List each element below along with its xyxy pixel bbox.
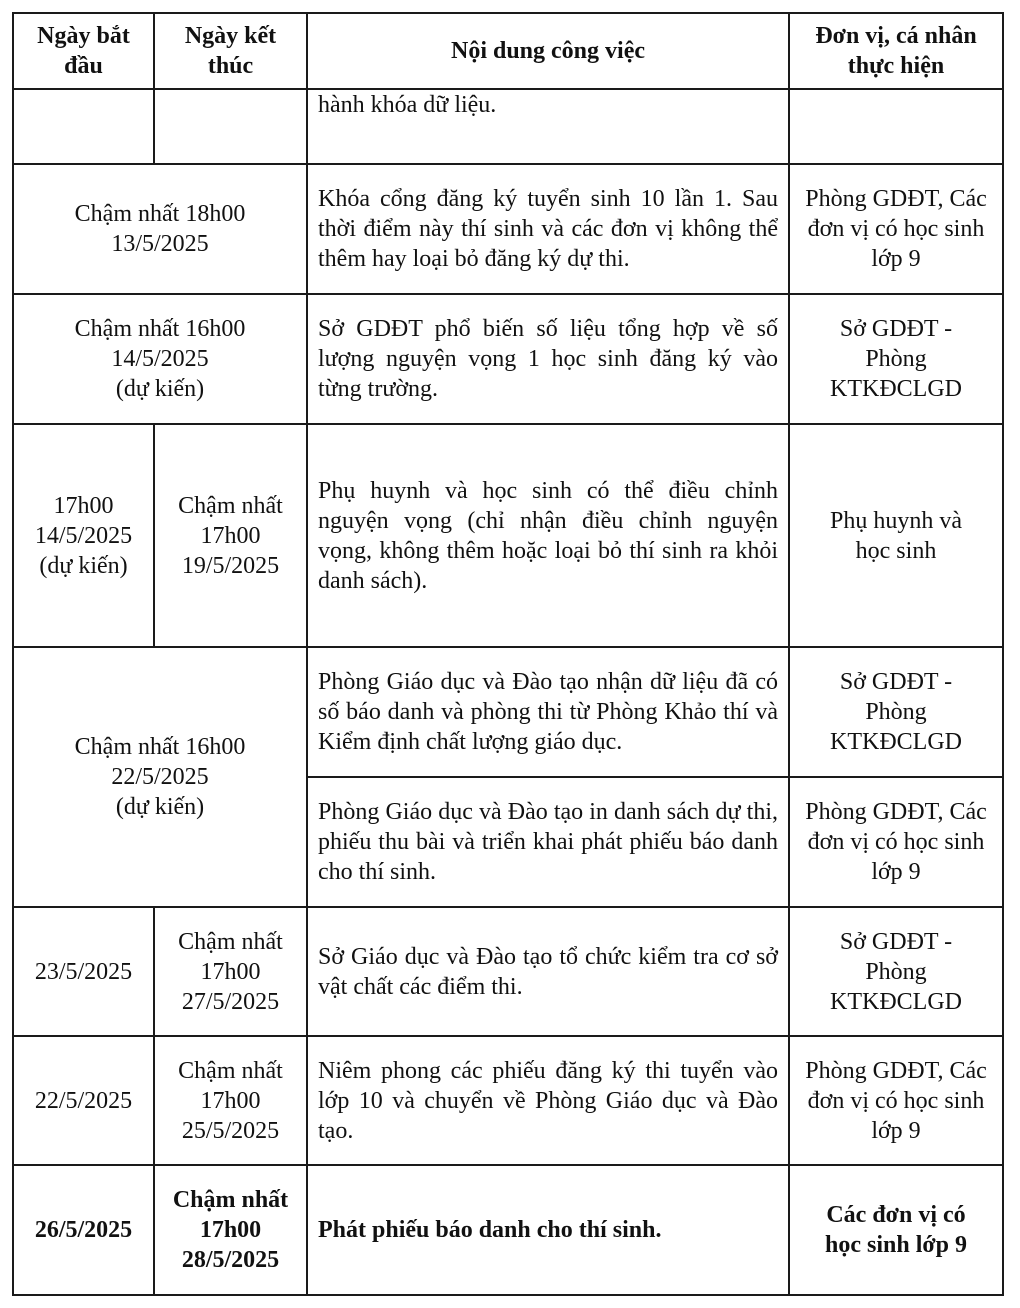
content-cell: Phòng Giáo dục và Đào tạo nhận dữ liệu đã có số báo danh và phòng thi từ Phòng Khảo thí và Kiểm định chất lượng giáo dục.: [307, 647, 789, 777]
date-line: Chậm nhất: [178, 1057, 283, 1084]
header-end-date: Ngày kết thúc: [154, 13, 307, 89]
responsible-cell: Các đơn vị có học sinh lớp 9: [789, 1165, 1003, 1295]
date-line: (dự kiến): [115, 794, 205, 820]
responsible-cell: Phòng GDĐT, Các đơn vị có học sinh lớp 9: [789, 1036, 1003, 1165]
table-row: [13, 647, 1003, 777]
table-row: [13, 1036, 1003, 1165]
date-line: Chậm nhất: [178, 492, 283, 519]
table-row: [13, 89, 1003, 164]
date-cell: [13, 164, 307, 294]
header-start-date: Ngày bắt đầu: [13, 13, 154, 89]
responsible-cell: Sở GDĐT - Phòng KTKĐCLGD: [789, 294, 1003, 424]
table-row: [13, 164, 1003, 294]
date-line: 17h00: [53, 492, 114, 519]
date-line: 27/5/2025: [181, 988, 280, 1015]
responsible-cell: Phụ huynh và học sinh: [789, 424, 1003, 647]
date-line: 13/5/2025: [111, 231, 209, 257]
date-line: Chậm nhất: [178, 928, 283, 955]
content-cell: hành khóa dữ liệu.: [307, 89, 789, 164]
content-cell: Phòng Giáo dục và Đào tạo in danh sách dự thi, phiếu thu bài và triển khai phát phiếu báo danh cho thí sinh.: [307, 777, 789, 907]
end-date-cell: [154, 907, 307, 1036]
start-date-cell: 22/5/2025: [13, 1036, 154, 1165]
content-cell: Phát phiếu báo danh cho thí sinh.: [307, 1165, 789, 1295]
start-date-cell: [13, 89, 154, 164]
date-line: (dự kiến): [39, 552, 128, 579]
date-line: 17h00: [200, 1087, 261, 1114]
responsible-cell: Phòng GDĐT, Các đơn vị có học sinh lớp 9: [789, 777, 1003, 907]
date-line: 19/5/2025: [181, 552, 280, 579]
start-date-cell: 26/5/2025: [13, 1165, 154, 1295]
table-row: [13, 1165, 1003, 1295]
date-line: 17h00: [199, 1217, 262, 1243]
date-line: 14/5/2025: [111, 346, 209, 372]
table-row: [13, 907, 1003, 1036]
end-date-cell: [154, 1165, 307, 1295]
header-row: [13, 13, 1003, 89]
date-line: Chậm nhất 18h00: [74, 201, 246, 227]
date-line: 14/5/2025: [34, 522, 133, 549]
table-row: [13, 294, 1003, 424]
content-cell: Sở GDĐT phổ biến số liệu tổng hợp về số lượng nguyện vọng 1 học sinh đăng ký vào từng trường.: [307, 294, 789, 424]
responsible-cell: Sở GDĐT - Phòng KTKĐCLGD: [789, 907, 1003, 1036]
header-content: Nội dung công việc: [307, 13, 789, 89]
date-line: Chậm nhất: [172, 1187, 289, 1213]
end-date-cell: [154, 89, 307, 164]
content-cell: Phụ huynh và học sinh có thể điều chỉnh nguyện vọng (chỉ nhận điều chỉnh nguyện vọng, không thêm hoặc loại bỏ thí sinh ra khỏi danh sách).: [307, 424, 789, 647]
start-date-cell: 23/5/2025: [13, 907, 154, 1036]
date-cell: [13, 294, 307, 424]
table-row: [13, 424, 1003, 647]
date-line: 17h00: [200, 522, 261, 549]
header-responsible: Đơn vị, cá nhân thực hiện: [789, 13, 1003, 89]
content-cell: Khóa cổng đăng ký tuyển sinh 10 lần 1. Sau thời điểm này thí sinh và các đơn vị không thể thêm hay loại bỏ đăng ký dự thi.: [307, 164, 789, 294]
date-line: 17h00: [200, 958, 261, 985]
content-cell: Niêm phong các phiếu đăng ký thi tuyển vào lớp 10 và chuyển về Phòng Giáo dục và Đào tạo.: [307, 1036, 789, 1165]
date-cell: [13, 647, 307, 907]
date-line: 28/5/2025: [181, 1247, 280, 1273]
responsible-cell: Sở GDĐT - Phòng KTKĐCLGD: [789, 647, 1003, 777]
responsible-cell: [789, 89, 1003, 164]
end-date-cell: [154, 1036, 307, 1165]
end-date-cell: [154, 424, 307, 647]
date-line: 25/5/2025: [181, 1117, 280, 1144]
date-line: (dự kiến): [115, 376, 205, 402]
date-line: 22/5/2025: [111, 764, 209, 790]
date-line: Chậm nhất 16h00: [74, 734, 246, 760]
date-line: Chậm nhất 16h00: [74, 316, 246, 342]
start-date-cell: [13, 424, 154, 647]
content-cell: Sở Giáo dục và Đào tạo tổ chức kiểm tra cơ sở vật chất các điểm thi.: [307, 907, 789, 1036]
responsible-cell: Phòng GDĐT, Các đơn vị có học sinh lớp 9: [789, 164, 1003, 294]
schedule-table: [12, 12, 1004, 1296]
